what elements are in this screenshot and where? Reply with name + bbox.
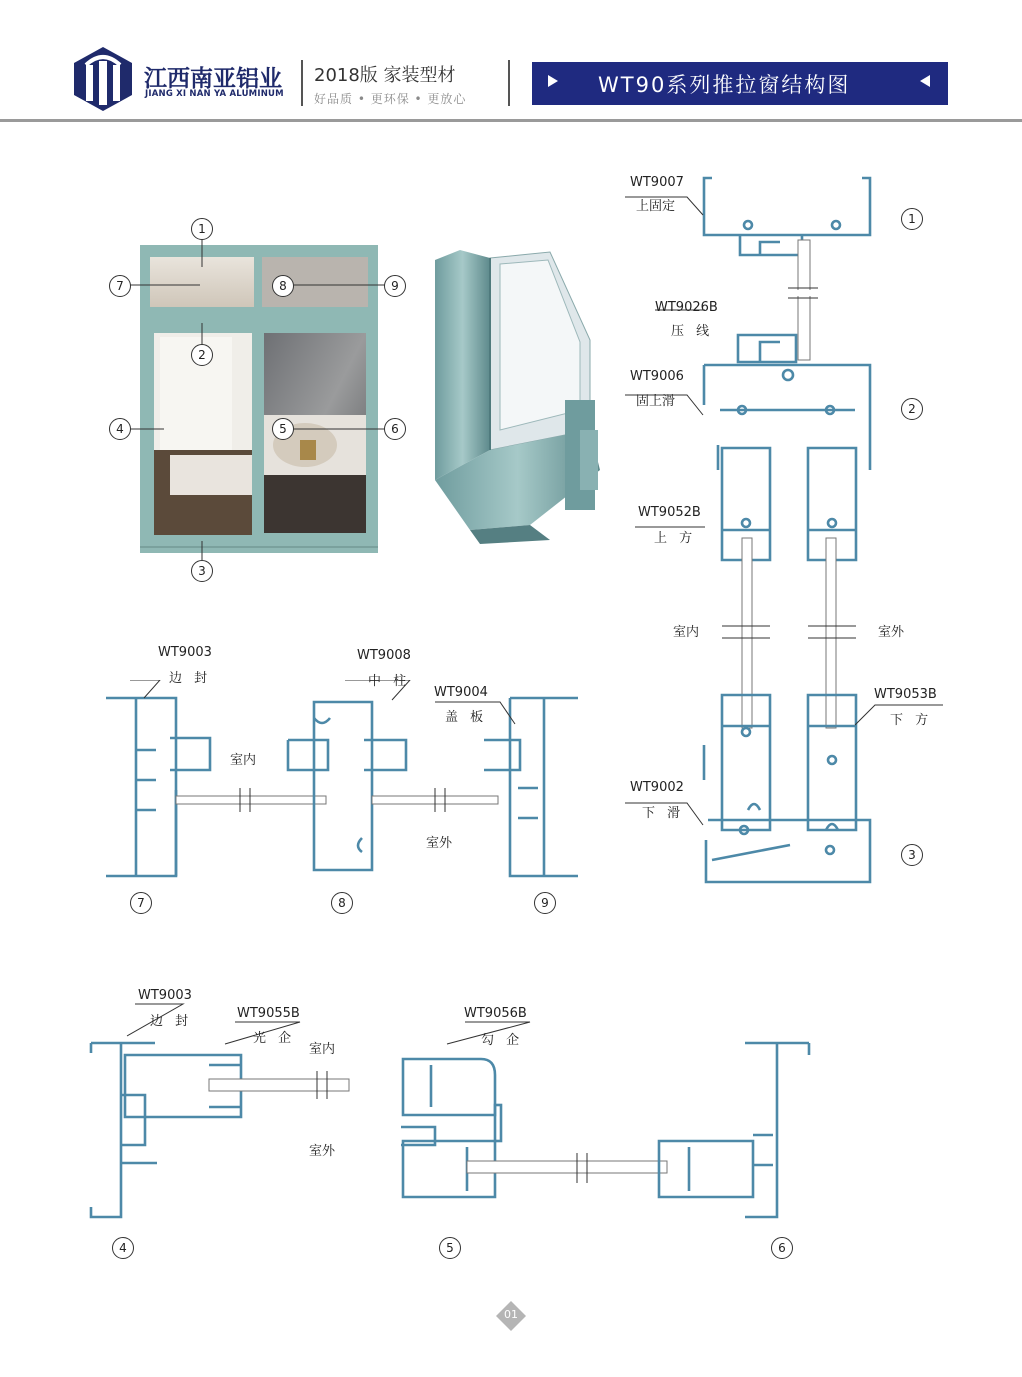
code-wt9056b: WT9056B <box>464 1006 527 1021</box>
callout-9-section: 9 <box>534 892 556 914</box>
photo-leaders <box>100 215 420 585</box>
name-wt9008: 中 柱 <box>368 674 411 689</box>
code-wt9006: WT9006 <box>630 369 684 384</box>
callout-5: 5 <box>272 418 294 440</box>
arrow-right-icon <box>548 75 558 87</box>
code-wt9007: WT9007 <box>630 175 684 190</box>
name-wt9026b: 压 线 <box>671 324 714 339</box>
code-wt9008: WT9008 <box>357 648 411 663</box>
page-number: 01 <box>504 1308 518 1321</box>
header-rule <box>0 119 1022 122</box>
label-indoor-right: 室内 <box>673 625 700 640</box>
name-wt9055b: 光 企 <box>253 1031 296 1046</box>
callout-2-section: 2 <box>901 398 923 420</box>
callout-8-section: 8 <box>331 892 353 914</box>
label-outdoor-bottom: 室外 <box>309 1144 336 1159</box>
profile-corner-render <box>430 250 605 545</box>
callout-8: 8 <box>272 275 294 297</box>
callout-1-section: 1 <box>901 208 923 230</box>
brand-name-cn: 江西南亚铝业 <box>144 66 282 92</box>
name-wt9052b: 上 方 <box>654 531 697 546</box>
callout-4: 4 <box>109 418 131 440</box>
label-outdoor-right: 室外 <box>878 625 905 640</box>
label-outdoor-mid: 室外 <box>426 836 453 851</box>
code-wt9055b: WT9055B <box>237 1006 300 1021</box>
callout-4-section: 4 <box>112 1237 134 1259</box>
bottom-section-drawing <box>85 1035 820 1225</box>
edition-title: 2018版 家装型材 <box>314 65 456 86</box>
arrow-left-icon <box>920 75 930 87</box>
callout-5-section: 5 <box>439 1237 461 1259</box>
callout-2: 2 <box>191 344 213 366</box>
callout-9: 9 <box>384 275 406 297</box>
code-wt9026b: WT9026B <box>655 300 718 315</box>
code-wt9053b: WT9053B <box>874 687 937 702</box>
name-wt9003-bottom: 边 封 <box>150 1014 193 1029</box>
code-wt9002: WT9002 <box>630 780 684 795</box>
code-wt9003-mid: WT9003 <box>158 645 212 660</box>
label-indoor-mid: 室内 <box>230 753 257 768</box>
callout-7: 7 <box>109 275 131 297</box>
name-wt9056b: 勾 企 <box>481 1033 524 1048</box>
callout-3: 3 <box>191 560 213 582</box>
name-wt9006: 固上滑 <box>636 394 676 409</box>
label-indoor-bottom: 室内 <box>309 1042 336 1057</box>
code-wt9003-bottom: WT9003 <box>138 988 192 1003</box>
brand-name-en: JIANG XI NAN YA ALUMINUM <box>145 89 284 99</box>
name-wt9003-mid: 边 封 <box>169 671 212 686</box>
brand-logo <box>72 45 134 113</box>
code-wt9004: WT9004 <box>434 685 488 700</box>
header-divider <box>301 60 303 106</box>
callout-3-section: 3 <box>901 844 923 866</box>
name-wt9007: 上固定 <box>636 199 676 214</box>
slogan: 好品质 • 更环保 • 更放心 <box>314 92 467 106</box>
name-wt9002: 下 滑 <box>642 806 685 821</box>
page-title: WT90系列推拉窗结构图 <box>598 73 851 97</box>
callout-1: 1 <box>191 218 213 240</box>
header-divider-2 <box>508 60 510 106</box>
callout-6: 6 <box>384 418 406 440</box>
name-wt9004: 盖 板 <box>445 710 488 725</box>
vertical-section-drawing <box>690 170 890 890</box>
code-wt9052b: WT9052B <box>638 505 701 520</box>
name-wt9053b: 下 方 <box>890 713 933 728</box>
callout-6-section: 6 <box>771 1237 793 1259</box>
callout-7-section: 7 <box>130 892 152 914</box>
